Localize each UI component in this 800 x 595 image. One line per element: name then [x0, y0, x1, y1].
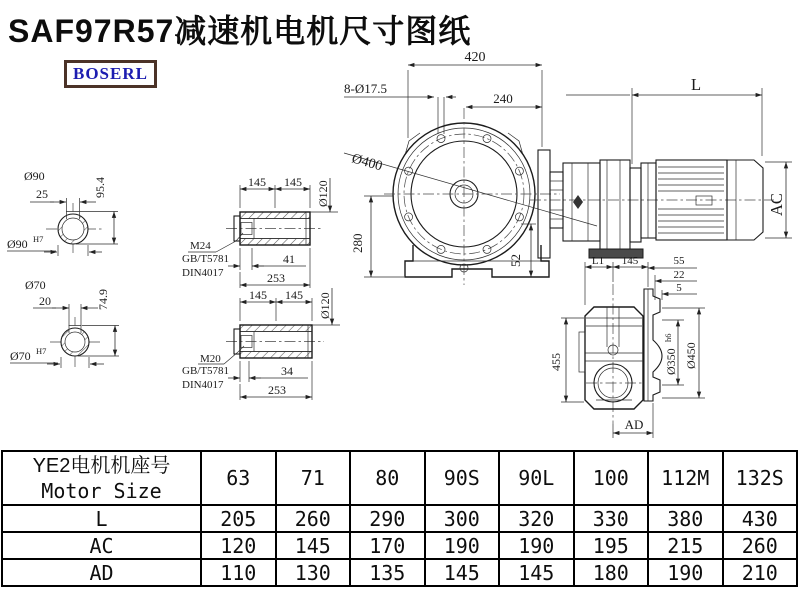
table-row-AC	[2, 532, 797, 559]
side-dimAC-label: AC	[767, 193, 786, 216]
out-dia350-tol: h6	[663, 333, 673, 342]
main-dim52-label: 52	[508, 254, 523, 267]
hub24-len-a: 145	[248, 175, 266, 189]
hub20-dia-label: Ø120	[318, 292, 332, 319]
shaft70-fit-tol: H7	[36, 346, 47, 356]
shaft-section-70	[10, 278, 119, 368]
table-cell: 145	[276, 532, 351, 559]
side-view	[530, 75, 792, 258]
table-cell: 135	[350, 559, 425, 586]
main-dim420-label: 420	[464, 50, 486, 65]
shaft90-fit-label: Ø90	[7, 237, 28, 251]
front-view	[344, 50, 597, 285]
hub20-len-b: 145	[285, 288, 303, 302]
hub20-len-a: 145	[249, 288, 267, 302]
table-cell: 145	[499, 559, 574, 586]
shaft70-keyw-label: 20	[39, 294, 51, 308]
hub20-thread-label: M20	[200, 353, 221, 365]
out-dia450-label: Ø450	[684, 342, 698, 369]
hub24-thread-label: M24	[190, 240, 211, 252]
table-cell: 190	[499, 532, 574, 559]
out-dimAD-label: AD	[624, 417, 644, 432]
table-cell: 320	[499, 505, 574, 532]
row-label: AD	[2, 559, 201, 586]
table-cell: 195	[574, 532, 649, 559]
hollow-shaft-m24-view	[182, 175, 338, 288]
hub24-total-label: 253	[267, 271, 285, 285]
col-header: 71	[276, 451, 351, 505]
table-cell: 210	[723, 559, 798, 586]
hub20-std-din: DIN4017	[182, 379, 224, 391]
table-cell: 215	[648, 532, 723, 559]
table-cell: 170	[350, 532, 425, 559]
table-cell: 130	[276, 559, 351, 586]
table-cell: 260	[276, 505, 351, 532]
table-cell: 260	[723, 532, 798, 559]
out-dia350-label: Ø350	[664, 348, 678, 375]
col-header: 90L	[499, 451, 574, 505]
hub20-std-gb: GB/T5781	[182, 365, 230, 377]
hub24-std-din: DIN4017	[182, 267, 224, 279]
out-dim22-label: 22	[673, 269, 685, 281]
table-header-row	[2, 451, 797, 505]
shaft90-fit-tol: H7	[33, 234, 44, 244]
vent-plug-symbol	[573, 195, 583, 209]
col-header: 100	[574, 451, 649, 505]
table-cell: 205	[201, 505, 276, 532]
table-cell: 290	[350, 505, 425, 532]
col-header: 132S	[723, 451, 798, 505]
table-cell: 110	[201, 559, 276, 586]
table-row-AD	[2, 559, 797, 586]
output-flange-view	[549, 255, 705, 438]
header-cn: YE2电机机座号	[32, 455, 171, 477]
table-cell: 380	[648, 505, 723, 532]
table-cell: 190	[648, 559, 723, 586]
table-cell: 120	[201, 532, 276, 559]
shaft70-keyh-label: 74.9	[96, 289, 110, 310]
table-cell: 180	[574, 559, 649, 586]
row-label: AC	[2, 532, 201, 559]
col-header: 90S	[425, 451, 500, 505]
motor-size-header	[2, 451, 201, 505]
main-boltnote-label: 8-Ø17.5	[344, 81, 387, 96]
out-dimL1-label: L1	[591, 255, 605, 267]
out-dim145-label: 145	[621, 255, 639, 267]
col-header: 112M	[648, 451, 723, 505]
col-header: 80	[350, 451, 425, 505]
motor-size-table	[1, 450, 798, 587]
main-dia400-label: Ø400	[349, 151, 384, 175]
table-cell: 145	[425, 559, 500, 586]
shaft-section-90	[7, 169, 118, 256]
hub24-depth-label: 41	[283, 252, 295, 266]
table-cell: 330	[574, 505, 649, 532]
hollow-shaft-m20-view	[182, 288, 340, 400]
main-dim280-label: 280	[350, 233, 365, 253]
out-dim5-label: 5	[676, 282, 682, 294]
col-header: 63	[201, 451, 276, 505]
hub20-total-label: 253	[268, 383, 286, 397]
boserl-logo: BOSERL	[64, 60, 157, 88]
out-dim455-label: 455	[549, 353, 563, 371]
row-label: L	[2, 505, 201, 532]
side-dimL-label: L	[690, 75, 702, 94]
hub24-std-gb: GB/T5781	[182, 253, 230, 265]
table-cell: 190	[425, 532, 500, 559]
shaft90-keyw-label: 25	[36, 187, 48, 201]
hub24-dia-label: Ø120	[316, 180, 330, 207]
out-dim55-label: 55	[673, 255, 685, 267]
table-cell: 430	[723, 505, 798, 532]
page-title: SAF97R57减速机电机尺寸图纸	[8, 13, 472, 49]
main-dim240-label: 240	[493, 91, 513, 106]
table-cell: 300	[425, 505, 500, 532]
shaft70-fit-label: Ø70	[10, 349, 31, 363]
table-row-L	[2, 505, 797, 532]
shaft90-keyh-label: 95.4	[93, 177, 107, 198]
hub20-depth-label: 34	[281, 364, 293, 378]
shaft70-dia-label: Ø70	[25, 278, 46, 292]
hub24-len-b: 145	[284, 175, 302, 189]
shaft90-dia-label: Ø90	[24, 169, 45, 183]
header-en: Motor Size	[41, 479, 162, 503]
